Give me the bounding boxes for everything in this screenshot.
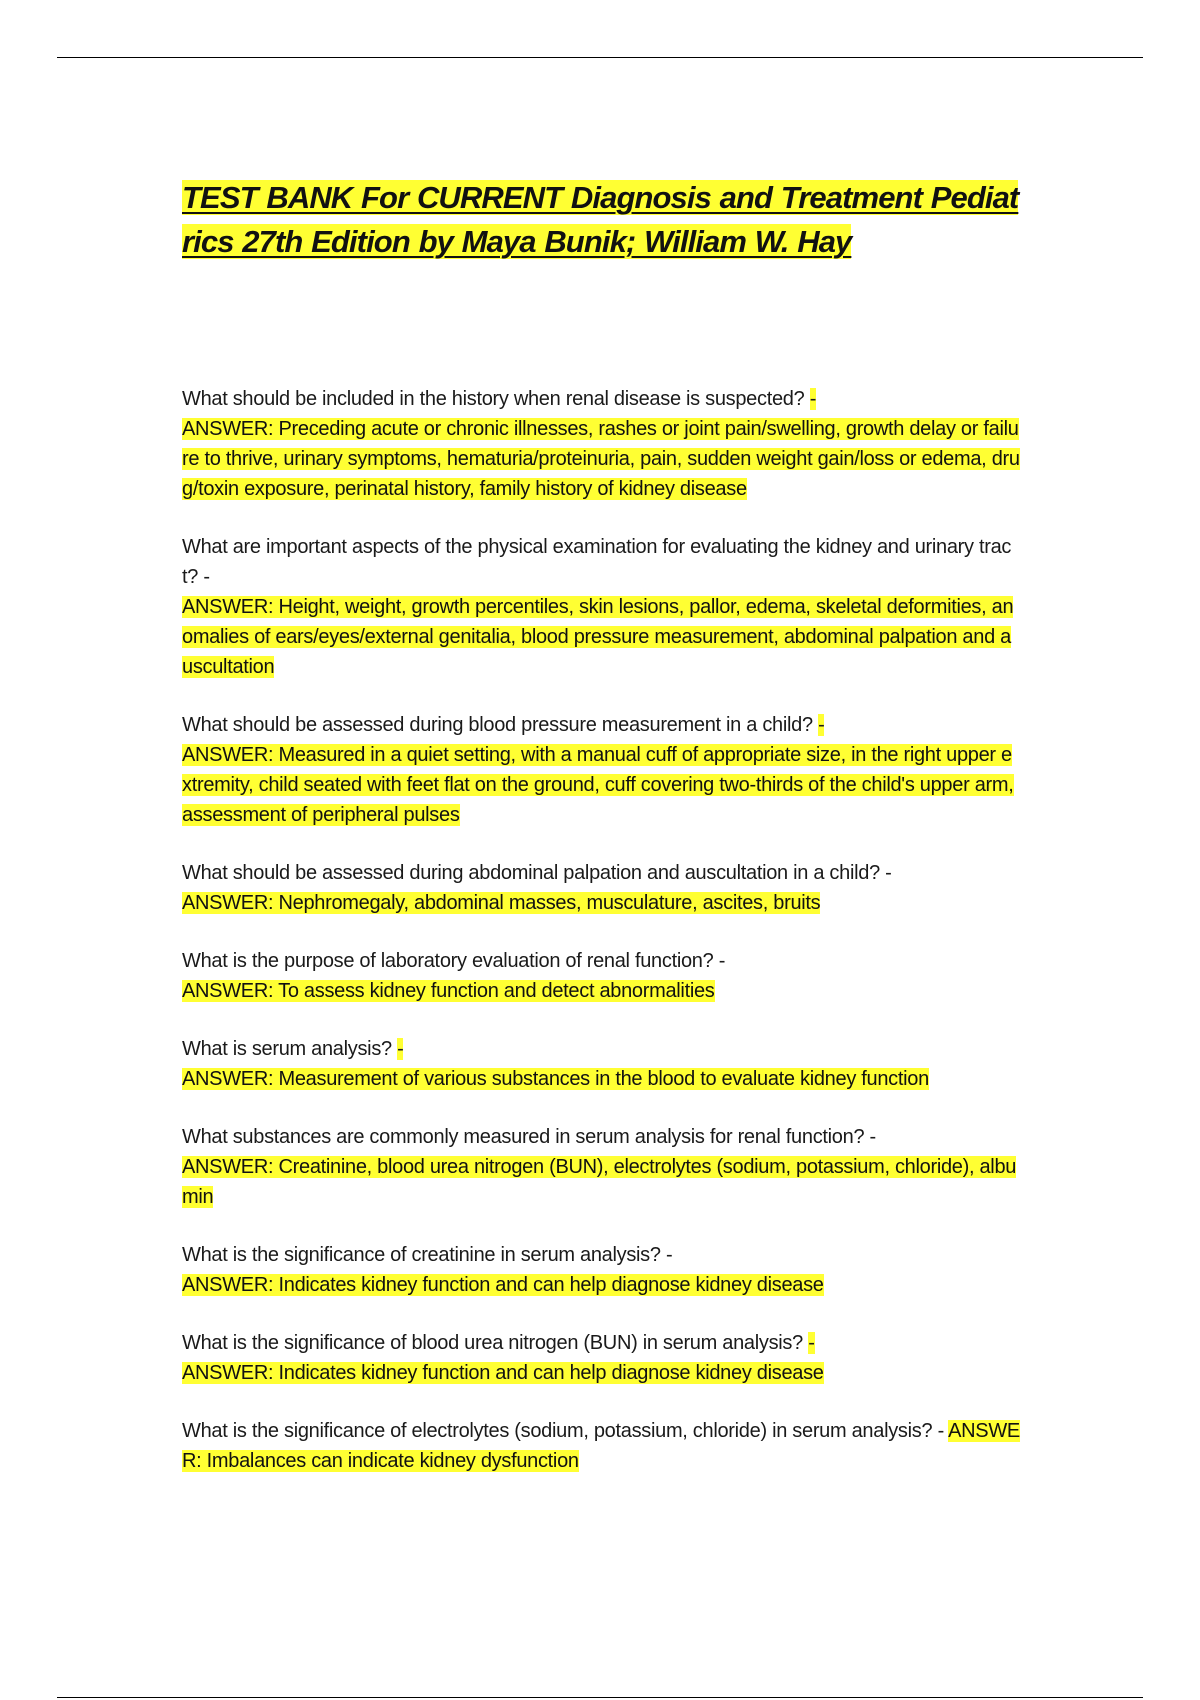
answer-text: ANSWER: Creatinine, blood urea nitrogen (BUN), electrolytes (sodium, potassium, chloride), albumin (182, 1156, 1017, 1208)
qa-item (182, 858, 1020, 918)
separator-dash: - (718, 950, 726, 972)
separator-dash: - (665, 1244, 673, 1266)
answer-text: ANSWER: To assess kidney function and detect abnormalities (182, 980, 715, 1002)
qa-item (182, 384, 1020, 504)
question-text: What should be included in the history when renal disease is suspected? (182, 388, 805, 410)
question-text: What is the purpose of laboratory evaluation of renal function? (182, 950, 714, 972)
separator-dash: - (203, 566, 210, 588)
separator-dash: - (397, 1038, 404, 1060)
qa-list (182, 384, 1020, 1476)
question-text: What should be assessed during blood pressure measurement in a child? (182, 714, 813, 736)
separator-dash: - (818, 714, 825, 736)
page-bottom-rule (57, 1697, 1143, 1698)
question-text: What is the significance of creatinine in serum analysis? (182, 1244, 661, 1266)
separator-dash: - (937, 1420, 944, 1442)
document-title (182, 176, 1020, 264)
separator-dash: - (809, 388, 817, 410)
qa-item (182, 1416, 1020, 1476)
answer-text: ANSWER: Imbalances can indicate kidney dysfunction (182, 1420, 1020, 1472)
qa-item (182, 946, 1020, 1006)
qa-item (182, 710, 1020, 830)
page-top-rule (57, 57, 1143, 58)
question-text: What is serum analysis? (182, 1038, 392, 1060)
separator-dash: - (885, 862, 892, 884)
answer-text: ANSWER: Measurement of various substances in the blood to evaluate kidney function (182, 1068, 929, 1090)
answer-text: ANSWER: Indicates kidney function and can help diagnose kidney disease (182, 1362, 824, 1384)
answer-text: ANSWER: Preceding acute or chronic illnesses, rashes or joint pain/swelling, growth delay or failure to thrive, urinary symptoms, hematuria/proteinuria, pain, sudden weight gain/loss or edema, drug/toxin exposure, perinatal history, family history of kidney disease (182, 418, 1020, 500)
question-text: What is the significance of blood urea nitrogen (BUN) in serum analysis? (182, 1332, 803, 1354)
question-text: What is the significance of electrolytes (sodium, potassium, chloride) in serum analysis? (182, 1420, 933, 1442)
document-title-text: TEST BANK For CURRENT Diagnosis and Treatment Pediatrics 27th Edition by Maya Bunik; William W. Hay (182, 180, 1019, 259)
separator-dash: - (808, 1332, 815, 1354)
question-text: What should be assessed during abdominal palpation and auscultation in a child? (182, 862, 880, 884)
document-body (182, 176, 1020, 1504)
qa-item (182, 1328, 1020, 1388)
question-text: What are important aspects of the physical examination for evaluating the kidney and urinary tract? (182, 536, 1012, 588)
answer-text: ANSWER: Measured in a quiet setting, with a manual cuff of appropriate size, in the right upper extremity, child seated with feet flat on the ground, cuff covering two-thirds of the child's upper arm, assessment of peripheral pulses (182, 744, 1014, 826)
question-text: What substances are commonly measured in serum analysis for renal function? (182, 1126, 865, 1148)
answer-text: ANSWER: Height, weight, growth percentiles, skin lesions, pallor, edema, skeletal deformities, anomalies of ears/eyes/external genitalia, blood pressure measurement, abdominal palpation and auscultation (182, 596, 1014, 678)
qa-item (182, 1240, 1020, 1300)
answer-text: ANSWER: Indicates kidney function and can help diagnose kidney disease (182, 1274, 824, 1296)
separator-dash: - (869, 1126, 876, 1148)
qa-item (182, 532, 1020, 682)
answer-text: ANSWER: Nephromegaly, abdominal masses, musculature, ascites, bruits (182, 892, 821, 914)
qa-item (182, 1122, 1020, 1212)
qa-item (182, 1034, 1020, 1094)
